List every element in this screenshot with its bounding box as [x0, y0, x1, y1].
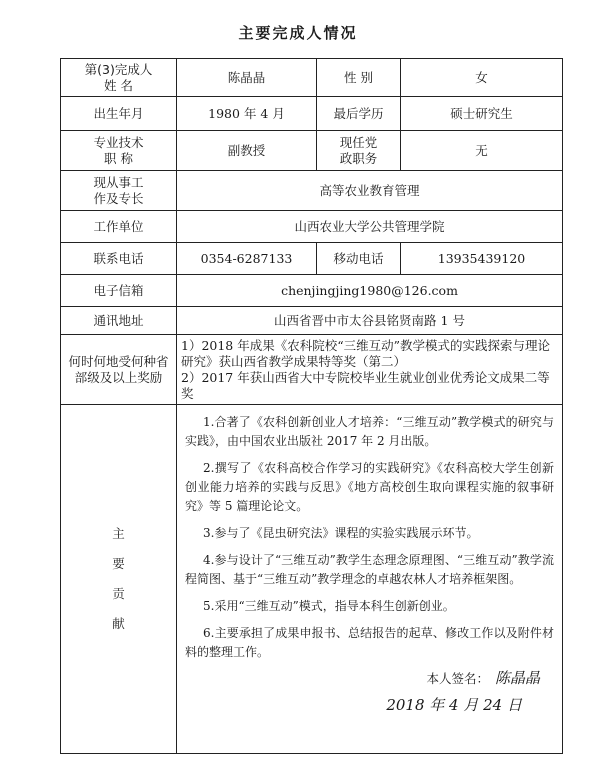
contribution-item: 5.采用“三维互动”模式，指导本科生创新创业。: [203, 599, 455, 613]
email-label: 电子信箱: [61, 275, 177, 307]
address-row: [61, 307, 563, 335]
education-value: 硕士研究生: [401, 97, 563, 131]
contributions-label-char: 献: [112, 616, 125, 631]
address-value: 山西省晋中市太谷县铭贤南路 1 号: [177, 307, 563, 335]
phone-label: 联系电话: [61, 243, 177, 275]
work-label-cell: [61, 171, 177, 211]
contribution-item: 4.参与设计了“三维互动”教学生态理念原理图、“三维互动”教学流程简图、基于“三维互动”教学理念的卓越农林人才培养框架图。: [185, 553, 554, 586]
phone-value: 0354-6287133: [177, 243, 317, 275]
name-value: 陈晶晶: [177, 59, 317, 97]
work-label-line2: 作及专长: [93, 190, 144, 206]
contribution-item: 2.撰写了《农科高校合作学习的实践研究》《农科高校大学生创新创业能力培养的实践与反思》《地方高校创生取向课程实施的叙事研究》等 5 篇理论论文。: [185, 461, 554, 513]
signature-date: 2018 年 4 月 24 日: [386, 696, 522, 714]
title-label-line2: 职 称: [104, 150, 133, 166]
phone-row: [61, 243, 563, 275]
name-row: [61, 59, 563, 97]
mobile-value: 13935439120: [401, 243, 563, 275]
name-label-cell: [61, 59, 177, 97]
contributions-content: [177, 405, 563, 754]
birth-row: [61, 97, 563, 131]
party-label-cell: [317, 131, 401, 171]
award-item: 2）2017 年获山西省大中专院校毕业生就业创业优秀论文成果二等奖: [181, 369, 550, 401]
contribution-item: 3.参与了《昆虫研究法》课程的实验实践展示环节。: [203, 526, 479, 540]
unit-row: [61, 211, 563, 243]
party-value: 无: [401, 131, 563, 171]
birth-label: 出生年月: [61, 97, 177, 131]
page-title: 主要完成人情况: [238, 24, 358, 42]
awards-row: [61, 335, 563, 405]
gender-label: 性 别: [317, 59, 401, 97]
birth-value: 1980 年 4 月: [177, 97, 317, 131]
work-row: [61, 171, 563, 211]
awards-label: 何时何地受何种省部级及以上奖励: [61, 335, 177, 405]
unit-label: 工作单位: [61, 211, 177, 243]
contributions-row: [61, 405, 563, 754]
name-label-line1: 第(3)完成人: [84, 61, 153, 77]
party-label-line1: 现任党: [339, 134, 378, 150]
title-value: 副教授: [177, 131, 317, 171]
mobile-label: 移动电话: [317, 243, 401, 275]
contributions-label: [61, 405, 177, 754]
contributions-label-char: 主: [112, 526, 125, 541]
contribution-item: 6.主要承担了成果申报书、总结报告的起草、修改工作以及附件材料的整理工作。: [185, 626, 554, 659]
address-label: 通讯地址: [61, 307, 177, 335]
contributions-label-char: 要: [112, 556, 125, 571]
party-label-line2: 政职务: [339, 150, 378, 166]
title-label-cell: [61, 131, 177, 171]
contributions-label-char: 贡: [112, 586, 125, 601]
personnel-form-table: [60, 58, 563, 754]
gender-value: 女: [401, 59, 563, 97]
work-label-line1: 现从事工: [93, 174, 144, 190]
work-value: 高等农业教育管理: [177, 171, 563, 211]
title-label-line1: 专业技术: [93, 134, 144, 150]
education-label: 最后学历: [317, 97, 401, 131]
title-row: [61, 131, 563, 171]
award-item: 1）2018 年成果《农科院校“三维互动”教学模式的实践探索与理论研究》获山西省教学成果特等奖（第二）: [181, 337, 551, 369]
awards-list: [177, 335, 563, 405]
unit-value: 山西农业大学公共管理学院: [177, 211, 563, 243]
contribution-item: 1.合著了《农科创新创业人才培养：“三维互动”教学模式的研究与实践》，由中国农业出版社 2017 年 2 月出版。: [185, 415, 554, 448]
signature-row: [185, 670, 554, 687]
name-label-line2: 姓 名: [104, 77, 133, 93]
signature-handwritten: 陈晶晶: [494, 669, 540, 687]
email-value: chenjingjing1980@126.com: [177, 275, 563, 307]
email-row: [61, 275, 563, 307]
signature-label: 本人签名：: [426, 671, 489, 686]
